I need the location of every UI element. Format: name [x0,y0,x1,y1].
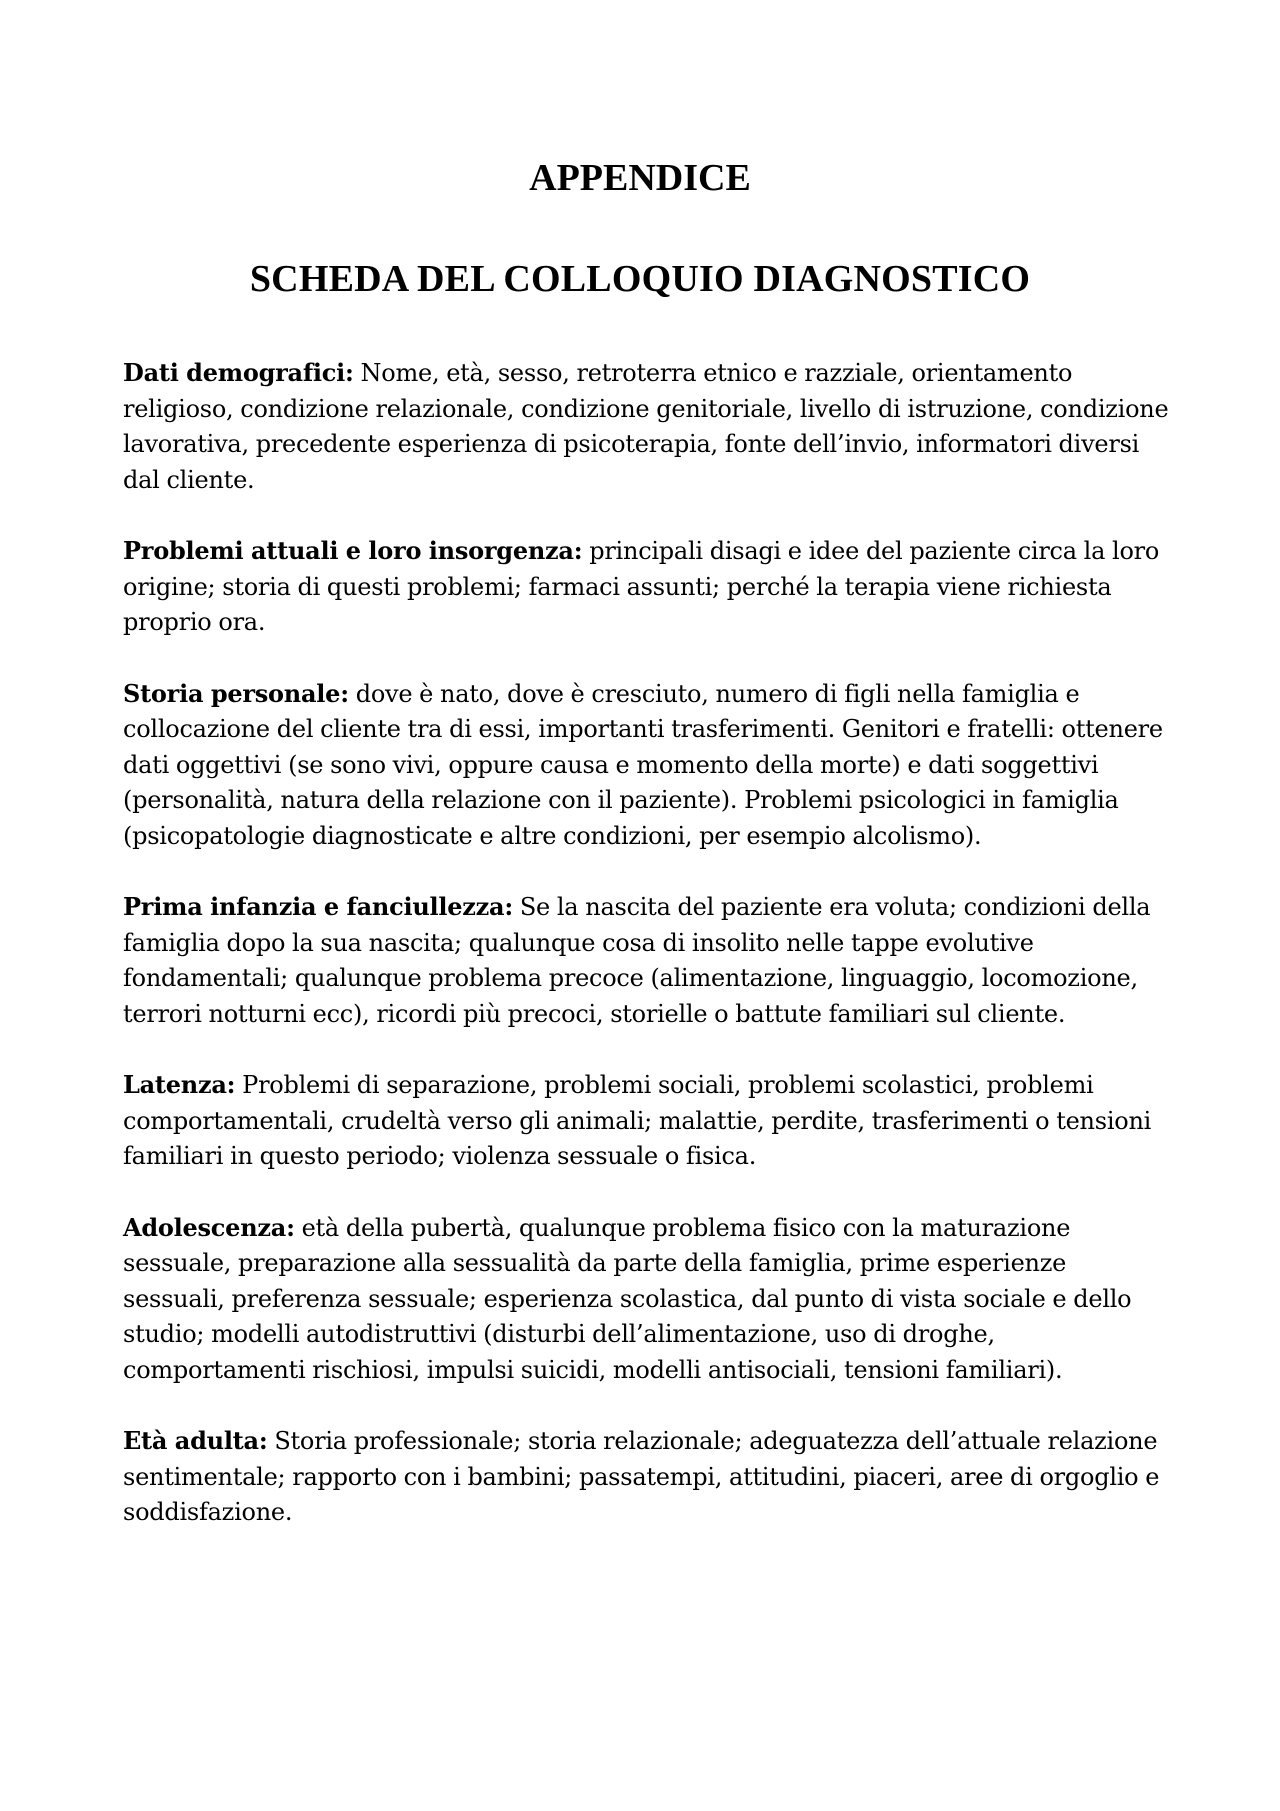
section-text: età della pubertà, qualunque problema fisico con la maturazione sessuale, preparazione alla sessualità da parte della famiglia, prime esperienze sessuali, preferenza sessuale; esperienza scolastica, dal punto di vista sociale e dello studio; modelli autodistruttivi (disturbi dell’alimentazione, uso di droghe, comportamenti rischiosi, impulsi suicidi, modelli antisociali, tensioni familiari). [123,1213,1132,1384]
page-subtitle: SCHEDA DEL COLLOQUIO DIAGNOSTICO [249,258,1031,300]
section-dati-demografici [123,355,1173,498]
section-prima-infanzia [123,889,1173,1032]
section-eta-adulta [123,1423,1173,1531]
section-heading: Adolescenza: [123,1212,295,1242]
section-text: Se la nascita del paziente era voluta; condizioni della famiglia dopo la sua nascita; qualunque cosa di insolito nelle tappe evolutive fondamentali; qualunque problema precoce (alimentazione, linguaggio, locomozione, terrori notturni ecc), ricordi più precoci, storielle o battute familiari sul cliente. [123,893,1151,1028]
section-text: Problemi di separazione, problemi sociali, problemi scolastici, problemi comportamentali, crudeltà verso gli animali; malattie, perdite, trasferimenti o tensioni familiari in questo periodo; violenza sessuale o fisica. [123,1071,1152,1170]
section-adolescenza [123,1210,1173,1389]
section-heading: Età adulta: [123,1426,268,1455]
section-text: dove è nato, dove è cresciuto, numero di figli nella famiglia e collocazione del cliente tra di essi, importanti trasferimenti. Genitori e fratelli: ottenere dati oggettivi (se sono vivi, oppure causa e momento della morte) e dati soggettivi (personalità, natura della relazione con il paziente). Problemi psicologici in famiglia (psicopatologie diagnosticate e altre condizioni, per esempio alcolismo). [123,679,1163,850]
document-body [123,355,1173,1566]
section-problemi-attuali [123,533,1173,641]
section-text: Storia professionale; storia relazionale; adeguatezza dell’attuale relazione sentimentale; rapporto con i bambini; passatempi, attitudini, piaceri, aree di orgoglio e soddisfazione. [123,1427,1160,1526]
section-heading: Latenza: [123,1070,236,1099]
section-text: principali disagi e idee del paziente circa la loro origine; storia di questi problemi; farmaci assunti; perché la terapia viene richiesta proprio ora. [123,537,1160,636]
section-heading: Prima infanzia e fanciullezza: [123,892,513,921]
section-latenza [123,1067,1173,1175]
section-heading: Problemi attuali e loro insorgenza: [123,536,583,565]
section-storia-personale [123,676,1173,855]
section-heading: Storia personale: [123,678,349,708]
section-text: Nome, età, sesso, retroterra etnico e razziale, orientamento religioso, condizione relazionale, condizione genitoriale, livello di istruzione, condizione lavorativa, precedente esperienza di psicoterapia, fonte dell’invio, informatori diversi dal cliente. [123,359,1169,494]
section-heading: Dati demografici: [123,358,354,387]
page-title: APPENDICE [529,157,751,199]
